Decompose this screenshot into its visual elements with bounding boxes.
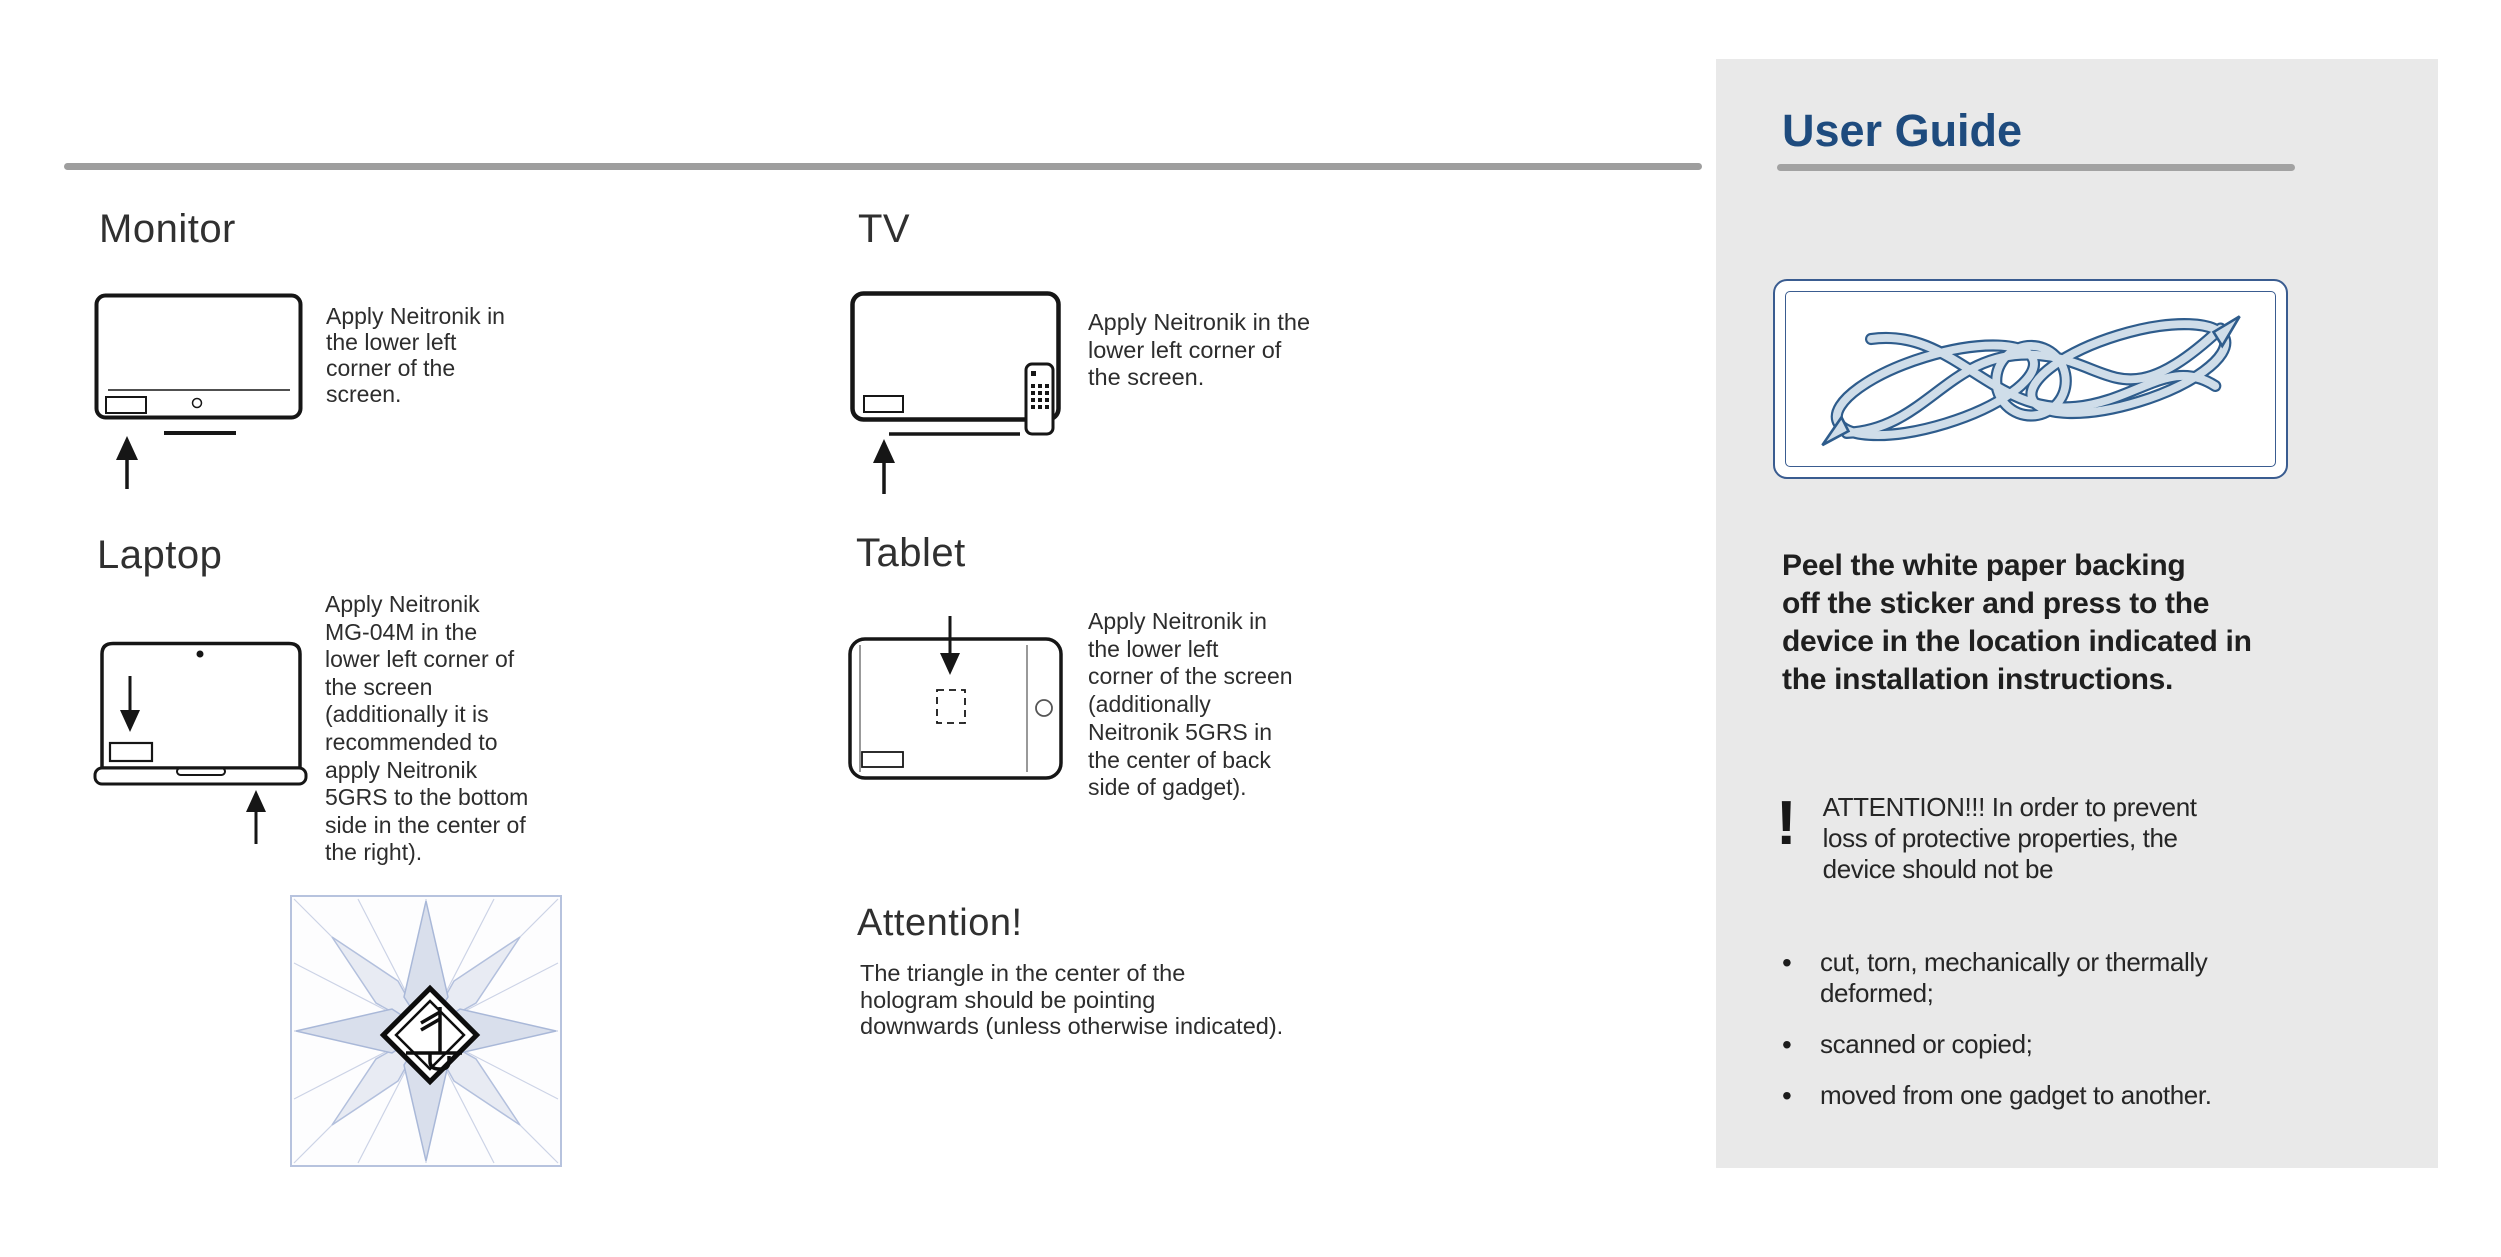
up-arrow-head <box>116 436 138 460</box>
bullet-icon: • <box>1782 1080 1792 1111</box>
list-item: • scanned or copied; <box>1782 1029 2033 1060</box>
laptop-instructions <box>325 591 528 867</box>
text-line: The triangle in the center of the <box>860 960 1186 986</box>
left-divider-rule <box>64 163 1702 170</box>
text-line: device should not be <box>1822 854 2054 884</box>
laptop-illustration <box>93 640 309 847</box>
text-line: apply Neitronik <box>325 756 478 783</box>
text-line: the installation instructions. <box>1782 663 2174 696</box>
up-arrow-head <box>246 790 266 812</box>
text-line: Apply Neitronik <box>325 591 480 617</box>
text-line: downwards (unless otherwise indicated). <box>860 1013 1284 1039</box>
peel-instructions <box>1782 547 2307 699</box>
panel-title-underline <box>1777 164 2295 171</box>
text-line: Apply Neitronik in <box>326 303 505 329</box>
text-line: Apply Neitronik in <box>1088 608 1267 634</box>
text-line: off the sticker and press to the <box>1782 587 2210 620</box>
text-line: 5GRS to the bottom <box>325 784 529 811</box>
text-line: loss of protective properties, the <box>1822 823 2178 853</box>
sticker-image <box>1773 279 2288 479</box>
text-line: the lower left <box>326 329 457 355</box>
attention-text <box>860 960 1283 1040</box>
text-line: (additionally <box>1088 691 1211 718</box>
text-line: (additionally it is <box>325 701 489 728</box>
text-line: the center of back <box>1088 746 1271 773</box>
bullet-icon: • <box>1782 947 1792 978</box>
text-line: the screen. <box>1088 364 1205 390</box>
text-line: the right). <box>325 839 423 866</box>
text-line: recommended to <box>325 728 498 755</box>
text-line: the lower left <box>1088 635 1219 662</box>
list-item: • moved from one gadget to another. <box>1782 1080 2212 1111</box>
text-line: lower left corner of <box>1088 336 1282 363</box>
text-line: Peel the white paper backing <box>1782 549 2186 582</box>
text-line: device in the location indicated in <box>1782 625 2252 658</box>
exclamation-mark: ! <box>1776 789 1797 858</box>
text-line: Apply Neitronik in the <box>1088 309 1311 335</box>
bullet-icon: • <box>1782 1029 1792 1060</box>
text-line: Neitronik 5GRS in <box>1088 718 1273 745</box>
monitor-heading: Monitor <box>99 207 236 251</box>
text-line: corner of the screen <box>1088 663 1293 690</box>
warning-block <box>1776 789 2255 885</box>
list-item: • cut, torn, mechanically or thermally deformed; <box>1782 947 2208 1008</box>
tv-heading: TV <box>858 207 911 251</box>
monitor-illustration <box>94 293 309 493</box>
restrictions-list <box>1782 947 2275 1131</box>
text-line: MG-04M in the <box>325 618 478 645</box>
tv-instructions <box>1088 309 1310 392</box>
laptop-heading: Laptop <box>97 533 223 577</box>
tablet-instructions <box>1088 608 1293 802</box>
celtic-knot-ornament <box>1805 300 2257 458</box>
text-line: lower left corner of <box>325 646 515 673</box>
attention-heading: Attention! <box>857 902 1023 944</box>
tablet-heading: Tablet <box>856 531 966 575</box>
laptop-screen <box>102 644 300 769</box>
webcam-dot <box>197 651 204 658</box>
warning-text <box>1823 792 2255 885</box>
text-line: side in the center of <box>325 811 526 838</box>
text-line: hologram should be pointing <box>860 986 1156 1013</box>
text-line: side of gadget). <box>1088 774 1247 801</box>
hologram-sample-image <box>290 895 562 1167</box>
tv-illustration <box>850 291 1065 496</box>
user-guide-panel <box>1716 59 2438 1168</box>
text-line: the screen <box>325 673 433 700</box>
up-arrow-head <box>873 439 895 463</box>
sticker-inner-frame <box>1785 291 2276 467</box>
monitor-instructions <box>326 303 505 407</box>
text-line: corner of the <box>326 355 456 381</box>
tablet-illustration <box>848 612 1065 782</box>
panel-title: User Guide <box>1782 105 2023 156</box>
text-line: ATTENTION!!! In order to prevent <box>1822 792 2197 822</box>
text-line: screen. <box>326 381 402 407</box>
